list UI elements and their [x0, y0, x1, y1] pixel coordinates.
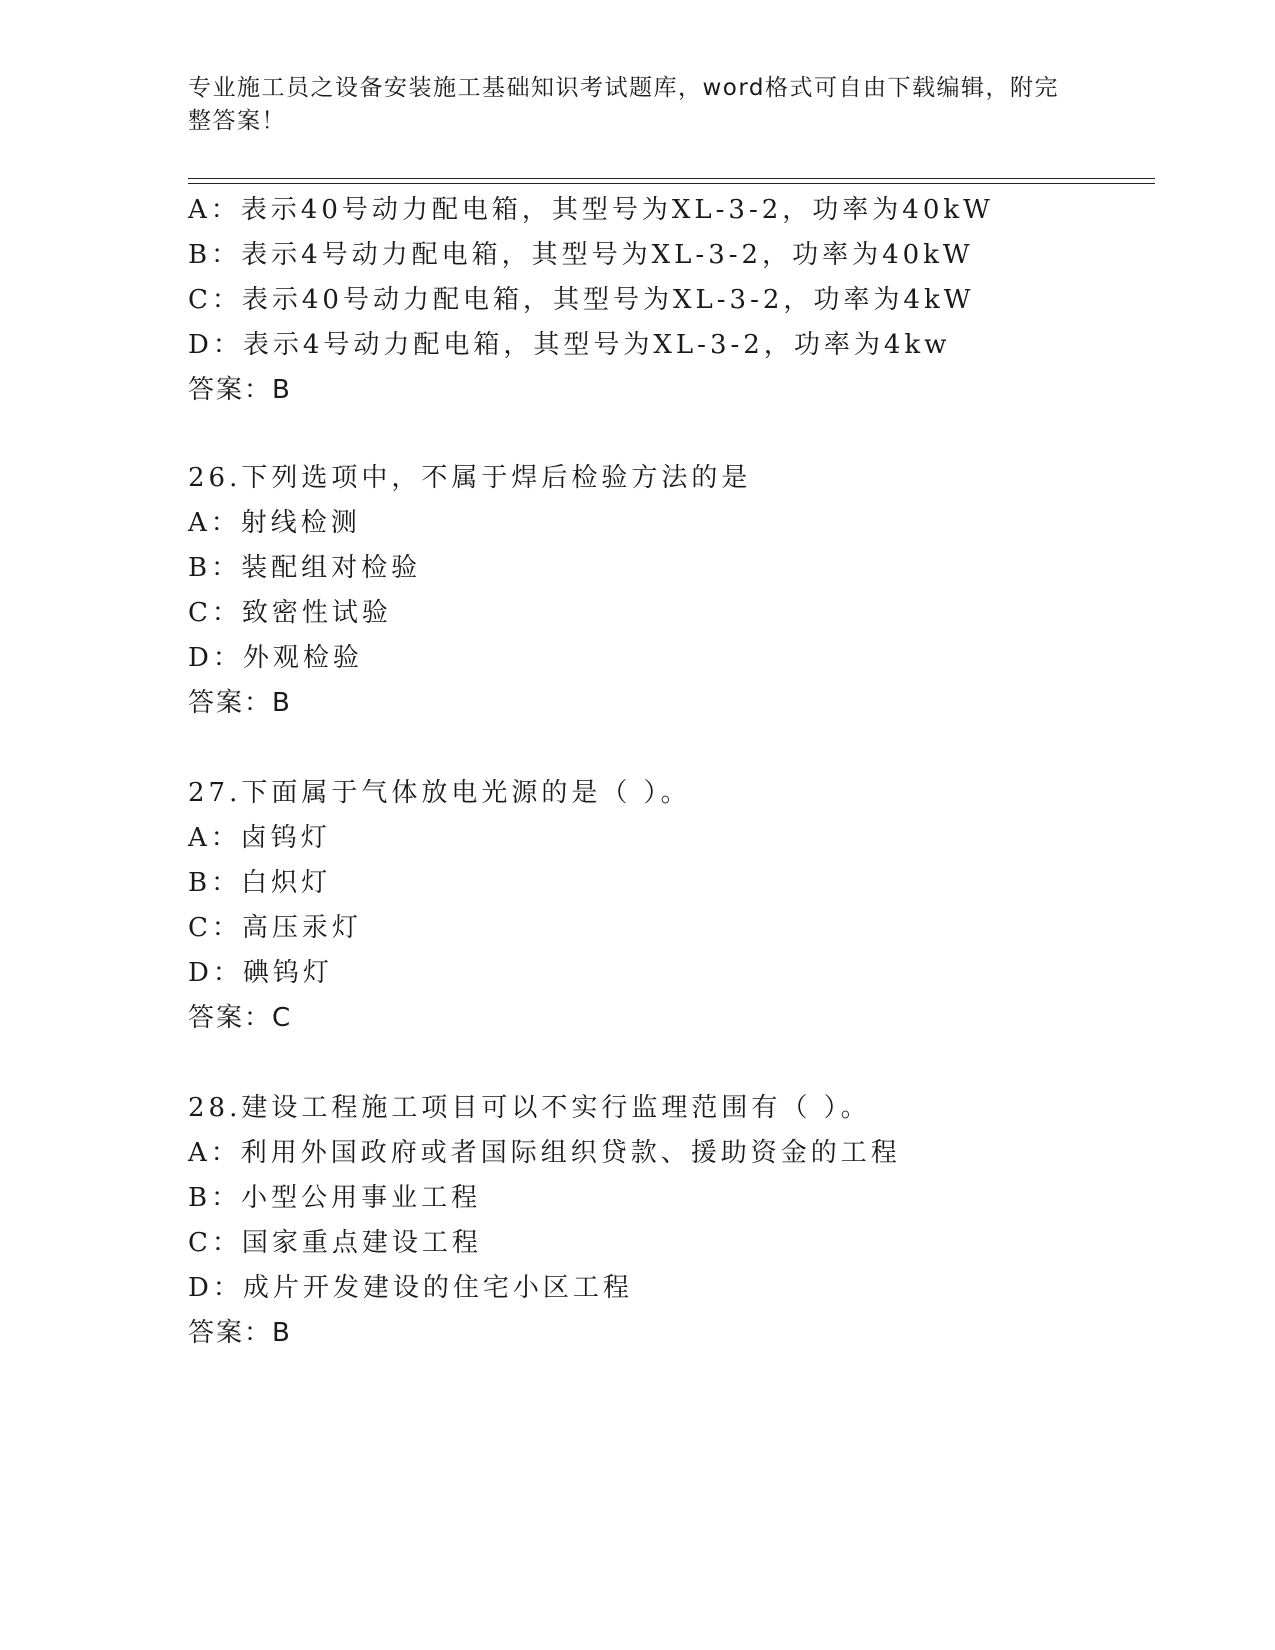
answer-line: 答案：B	[188, 1318, 292, 1348]
header-divider-top	[188, 178, 1155, 179]
document-header	[188, 72, 1088, 138]
header-divider-bottom	[188, 183, 1155, 184]
question-27: 27.下面属于气体放电光源的是（ ）。	[188, 778, 691, 808]
option-a: A：射线检测	[188, 508, 361, 538]
option-a: A：利用外国政府或者国际组织贷款、援助资金的工程	[188, 1138, 901, 1168]
option-d: D：成片开发建设的住宅小区工程	[188, 1273, 633, 1303]
question-28: 28.建设工程施工项目可以不实行监理范围有（ ）。	[188, 1093, 871, 1123]
option-d: D：表示4号动力配电箱，其型号为XL-3-2，功率为4kw	[188, 330, 951, 360]
option-c: C：国家重点建设工程	[188, 1228, 482, 1258]
answer-line: 答案：C	[188, 1003, 293, 1033]
option-d: D：外观检验	[188, 643, 363, 673]
question-26: 26.下列选项中，不属于焊后检验方法的是	[188, 463, 752, 493]
option-c: C：致密性试验	[188, 598, 392, 628]
option-d: D：碘钨灯	[188, 958, 333, 988]
header-line-2: 整答案！	[188, 108, 286, 134]
option-a: A：卤钨灯	[188, 823, 331, 853]
option-a: A：表示40号动力配电箱，其型号为XL-3-2，功率为40kW	[188, 195, 994, 225]
answer-line: 答案：B	[188, 688, 292, 718]
option-c: C：表示40号动力配电箱，其型号为XL-3-2，功率为4kW	[188, 285, 975, 315]
option-c: C：高压汞灯	[188, 913, 362, 943]
header-line-1: 专业施工员之设备安装施工基础知识考试题库，word格式可自由下载编辑，附完	[188, 75, 1060, 101]
option-b: B：表示4号动力配电箱，其型号为XL-3-2，功率为40kW	[188, 240, 974, 270]
option-b: B：白炽灯	[188, 868, 332, 898]
option-b: B：小型公用事业工程	[188, 1183, 482, 1213]
answer-line: 答案：B	[188, 375, 292, 405]
option-b: B：装配组对检验	[188, 553, 422, 583]
